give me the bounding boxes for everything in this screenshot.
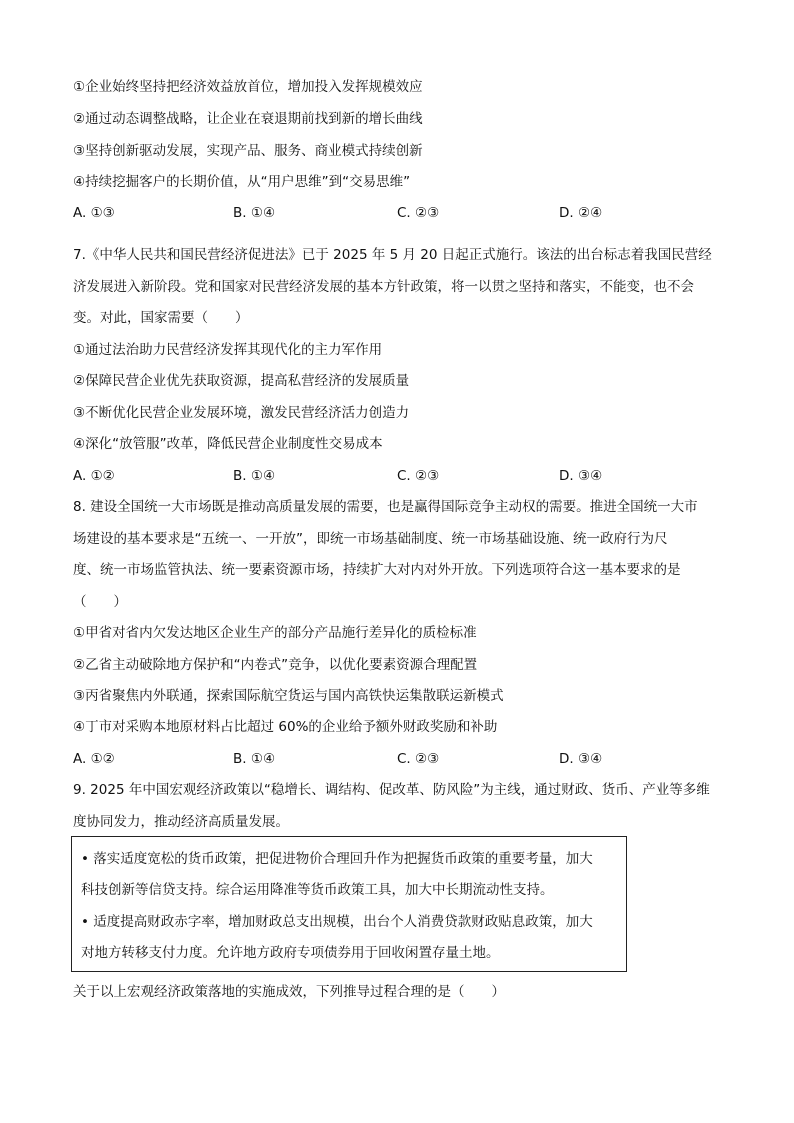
policy-box-line-2: 科技创新等信贷支持。综合运用降准等货币政策工具，加大中长期流动性支持。 xyxy=(81,882,554,898)
q8-option-2: ②乙省主动破除地方保护和“内卷式”竞争，以优化要素资源合理配置 xyxy=(73,657,478,673)
q7-option-1: ①通过法治助力民营经济发挥其现代化的主力军作用 xyxy=(73,342,383,358)
q8-stem-line-4: （ ） xyxy=(73,594,127,610)
q7-choice-a[interactable]: A. ①② xyxy=(73,468,115,484)
q7-stem-line-3: 变。对此，国家需要（ ） xyxy=(73,310,249,326)
q9-stem-line-2: 度协同发力，推动经济高质量发展。 xyxy=(73,814,289,830)
q6-option-4: ④持续挖掘客户的长期价值，从“用户思维”到“交易思维” xyxy=(73,174,411,190)
q6-choice-c[interactable]: C. ②③ xyxy=(397,205,440,221)
q7-choices xyxy=(73,466,733,486)
q7-stem-line-2: 济发展进入新阶段。党和国家对民营经济发展的基本方针政策，将一以贯之坚持和落实，不能变，也不会 xyxy=(73,279,694,295)
q8-option-1: ①甲省对省内欠发达地区企业生产的部分产品施行差异化的质检标准 xyxy=(73,625,477,641)
q6-option-1: ①企业始终坚持把经济效益放首位，增加投入发挥规模效应 xyxy=(73,79,423,95)
q7-option-2: ②保障民营企业优先获取资源，提高私营经济的发展质量 xyxy=(73,373,410,389)
q8-option-4: ④丁市对采购本地原材料占比超过 60%的企业给予额外财政奖励和补助 xyxy=(73,719,498,735)
q8-choice-a[interactable]: A. ①② xyxy=(73,751,115,767)
policy-box-line-4: 对地方转移支付力度。允许地方政府专项债券用于回收闲置存量土地。 xyxy=(81,945,500,961)
q6-choices xyxy=(73,203,733,223)
q6-choice-a[interactable]: A. ①③ xyxy=(73,205,115,221)
q7-choice-b[interactable]: B. ①④ xyxy=(233,468,276,484)
q7-choice-c[interactable]: C. ②③ xyxy=(397,468,440,484)
q6-option-3: ③坚持创新驱动发展，实现产品、服务、商业模式持续创新 xyxy=(73,143,423,159)
q7-option-4: ④深化“放管服”改革，降低民营企业制度性交易成本 xyxy=(73,436,383,452)
q8-choice-d[interactable]: D. ③④ xyxy=(559,751,603,767)
q8-choice-b[interactable]: B. ①④ xyxy=(233,751,276,767)
q7-stem-line-1: 7.《中华人民共和国民营经济促进法》已于 2025 年 5 月 20 日起正式施行。该法的出台标志着我国民营经 xyxy=(73,247,712,263)
q8-stem-line-1: 8. 建设全国统一大市场既是推动高质量发展的需要，也是赢得国际竞争主动权的需要。推进全国统一大市 xyxy=(73,499,698,515)
q6-option-2: ②通过动态调整战略，让企业在衰退期前找到新的增长曲线 xyxy=(73,111,423,127)
q8-choices xyxy=(73,749,733,769)
q7-choice-d[interactable]: D. ③④ xyxy=(559,468,603,484)
q9-question: 关于以上宏观经济政策落地的实施成效，下列推导过程合理的是（ ） xyxy=(73,984,505,1000)
q6-choice-d[interactable]: D. ②④ xyxy=(559,205,603,221)
q8-choice-c[interactable]: C. ②③ xyxy=(397,751,440,767)
q8-stem-line-2: 场建设的基本要求是“五统一、一开放”，即统一市场基础制度、统一市场基础设施、统一政府行为尺 xyxy=(73,531,668,547)
q9-stem-line-1: 9. 2025 年中国宏观经济政策以“稳增长、调结构、促改革、防风险”为主线，通过财政、货币、产业等多维 xyxy=(73,782,710,798)
q7-option-3: ③不断优化民营企业发展环境，激发民营经济活力创造力 xyxy=(73,405,410,421)
policy-box-line-1: • 落实适度宽松的货币政策，把促进物价合理回升作为把握货币政策的重要考量，加大 xyxy=(81,851,593,867)
policy-box-line-3: • 适度提高财政赤字率，增加财政总支出规模，出台个人消费贷款财政贴息政策，加大 xyxy=(81,914,593,930)
policy-box xyxy=(71,836,627,972)
q6-choice-b[interactable]: B. ①④ xyxy=(233,205,276,221)
q8-stem-line-3: 度、统一市场监管执法、统一要素资源市场，持续扩大对内对外开放。下列选项符合这一基本要求的是 xyxy=(73,562,681,578)
q8-option-3: ③丙省聚焦内外联通，探索国际航空货运与国内高铁快运集散联运新模式 xyxy=(73,688,504,704)
